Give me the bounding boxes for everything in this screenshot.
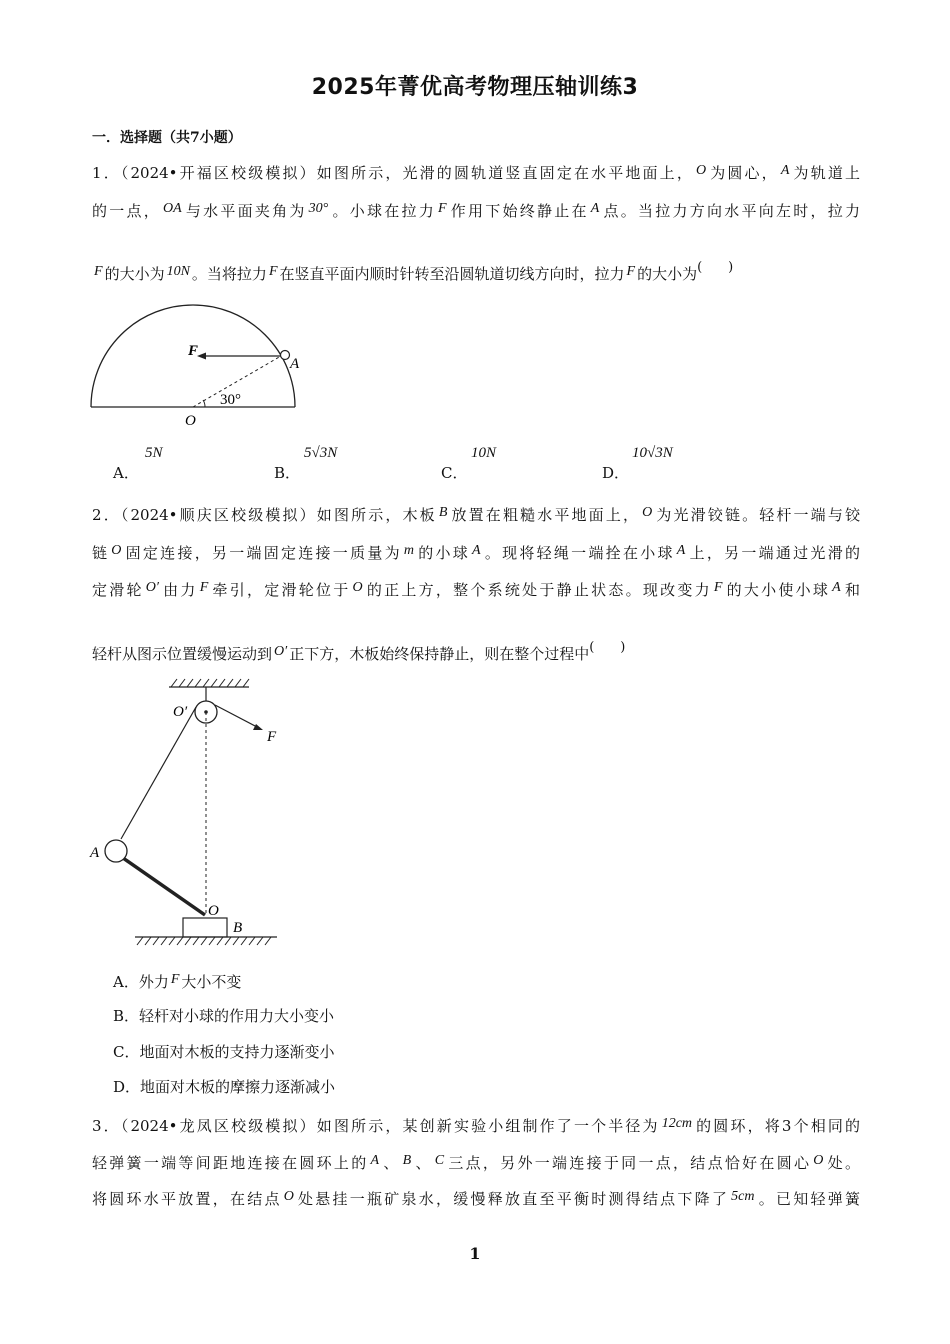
q2-pulley-label: O′ — [173, 704, 188, 720]
q1-figure — [85, 300, 305, 430]
q2-board-label: B — [233, 920, 243, 936]
q1-option-c[interactable]: C． — [441, 464, 468, 482]
q2-option-d[interactable]: D．地面对木板的摩擦力逐渐减小 — [113, 1078, 336, 1096]
q1-option-d[interactable]: D． — [602, 464, 630, 482]
q2-figure — [85, 675, 295, 950]
page-title: 2025年菁优高考物理压轴训练3 — [311, 75, 639, 100]
q2-hinge-label: O — [208, 903, 219, 919]
q1-option-b-value: 5√3N — [304, 445, 338, 461]
section-heading: 一．选择题（共7小题） — [92, 130, 242, 146]
q1-line-2: 的一点， OA 与水平面夹角为 30° 。小球在拉力 F 作用下始终静止在 A 点。当拉力方向水平向左时，拉力 — [92, 201, 860, 220]
q1-option-a[interactable]: A． — [113, 464, 139, 482]
q1-option-c-value: 10N — [471, 445, 497, 461]
q1-line-3: F 的大小为 10N 。当将拉力 F 在竖直平面内顺时针转至沿圆轨道切线方向时，拉力 F 的大小为( ) — [94, 260, 734, 283]
q1-force-label: F — [188, 343, 199, 359]
q1-point-label: A — [290, 356, 300, 372]
q1-line-1: 1．（2024•开福区校级模拟）如图所示，光滑的圆轨道竖直固定在水平地面上， O 为圆心， A 为轨道上 — [92, 163, 860, 182]
q2-line-3: 定滑轮 O′ 由力 F 牵引，定滑轮位于 O 的正上方，整个系统处于静止状态。现改变力 F 的大小使小球 A 和 — [92, 580, 860, 599]
q3-line-1: 3．（2024•龙凤区校级模拟）如图所示，某创新实验小组制作了一个半径为 12cm 的圆环，将3个相同的 — [92, 1116, 860, 1135]
q2-option-a[interactable]: A．外力 F 大小不变 — [113, 972, 242, 991]
page-number: 1 — [469, 1244, 481, 1263]
q2-force-label: F — [267, 729, 277, 745]
q2-option-b[interactable]: B．轻杆对小球的作用力大小变小 — [113, 1007, 335, 1025]
q1-option-b[interactable]: B． — [274, 464, 301, 482]
q3-line-2: 轻弹簧一端等间距地连接在圆环上的 A 、 B 、 C 三点，另外一端连接于同一点，结点恰好在圆心 O 处。 — [92, 1153, 860, 1172]
q1-option-a-value: 5N — [145, 445, 163, 461]
q1-angle-label: 30° — [220, 392, 241, 408]
q1-option-d-value: 10√3N — [632, 445, 673, 461]
q2-line-1: 2．（2024•顺庆区校级模拟）如图所示，木板 B 放置在粗糙水平地面上， O 为光滑铰链。轻杆一端与铰 — [92, 505, 860, 524]
q2-option-c[interactable]: C．地面对木板的支持力逐渐变小 — [113, 1043, 335, 1061]
q3-line-3: 将圆环水平放置，在结点 O 处悬挂一瓶矿泉水，缓慢释放直至平衡时测得结点下降了 5cm 。已知轻弹簧 — [92, 1189, 860, 1208]
q2-line-4: 轻杆从图示位置缓慢运动到 O′ 正下方，木板始终保持静止，则在整个过程中( ) — [92, 640, 626, 663]
q2-ball-label: A — [90, 845, 100, 861]
q2-line-2: 链 O 固定连接，另一端固定连接一质量为 m 的小球 A 。现将轻绳一端拴在小球 A 上，另一端通过光滑的 — [92, 543, 860, 562]
q1-center-label: O — [185, 413, 196, 429]
